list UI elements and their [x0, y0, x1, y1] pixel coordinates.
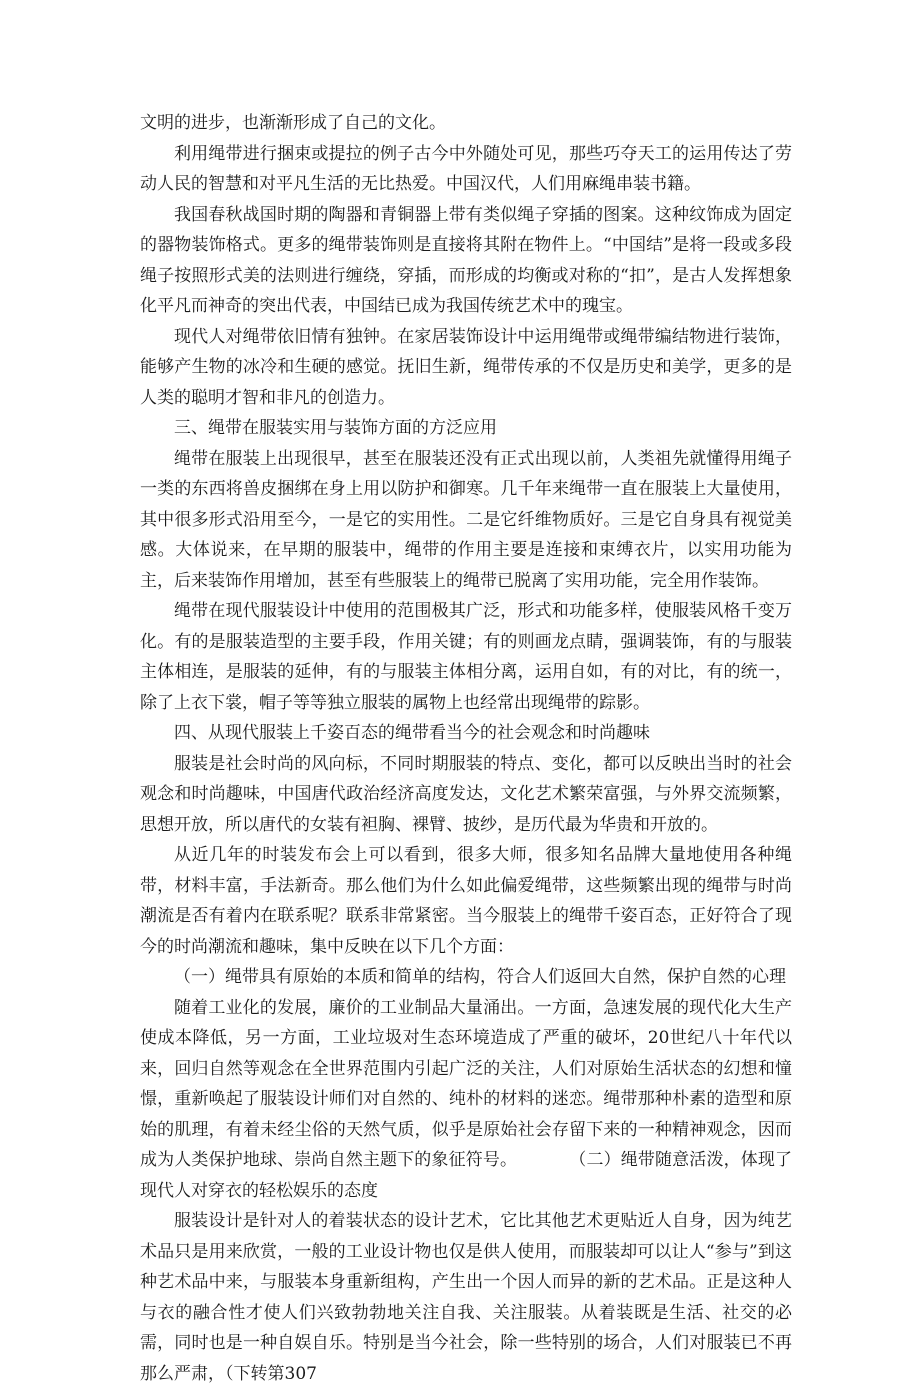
section-heading-four: 四、从现代服装上千姿百态的绳带看当今的社会观念和时尚趣味 [174, 723, 650, 743]
paragraph-fashion-shows: 从近几年的时装发布会上可以看到，很多大师，很多知名品牌大量地使用各种绳带，材料丰富，手法新奇。那么他们为什么如此偏爱绳带，这些频繁出现的绳带与时尚潮流是否有着内在联系呢？联系非常紧密。当今服装上的绳带千姿百态，正好符合了现今的时尚潮流和趣味，集中反映在以下几个方面： [140, 845, 792, 957]
subheading-one: （一）绳带具有原始的本质和简单的结构，符合人们返回大自然，保护自然的心理 [174, 967, 786, 987]
paragraph-fashion-indicator: 服装是社会时尚的风向标，不同时期服装的特点、变化，都可以反映出当时的社会观念和时尚趣味，中国唐代政治经济高度发达，文化艺术繁荣富强，与外界交流频繁，思想开放，所以唐代的女装有袒胸、裸臂、披纱，是历代最为华贵和开放的。 [140, 753, 792, 835]
subheading-two: （二）绳带随意活泼，体现了现代人对穿衣的轻松娱乐的态度 [140, 1150, 793, 1201]
paragraph-industrialization [140, 993, 792, 1207]
paragraph-early-clothing: 绳带在服装上出现很早，甚至在服装还没有正式出现以前，人类祖先就懂得用绳子一类的东西将兽皮捆绑在身上用以防护和御寒。几千年来绳带一直在服装上大量使用，其中很多形式沿用至今，一是它的实用性。二是它纤维物质好。三是它自身具有视觉美感。大体说来，在早期的服装中，绳带的作用主要是连接和束缚衣片，以实用功能为主，后来装饰作用增加，甚至有些服装上的绳带已脱离了实用功能，完全用作装饰。 [140, 448, 792, 591]
paragraph-modern-decor: 现代人对绳带依旧情有独钟。在家居装饰设计中运用绳带或绳带编结物进行装饰，能够产生物的冰冷和生硬的感觉。抚旧生新，绳带传承的不仅是历史和美学，更多的是人类的聪明才智和非凡的创造力。 [140, 326, 792, 408]
paragraph-design-art: 服装设计是针对人的着装状态的设计艺术，它比其他艺术更贴近人自身，因为纯艺术品只是用来欣赏，一般的工业设计物也仅是供人使用，而服装却可以让人“参与”到这种艺术品中来，与服装本身重新组构，产生出一个因人而异的新的艺术品。正是这种人与衣的融合性才使人们兴致勃勃地关注自我、关注服装。从着装既是生活、社交的必需，同时也是一种自娱自乐。特别是当今社会，除一些特别的场合，人们对服装已不再那么严肃，（下转第307 [140, 1211, 792, 1384]
document-body [140, 108, 792, 1389]
paragraph-industrialization-text: 随着工业化的发展，廉价的工业制品大量涌出。一方面，急速发展的现代化大生产使成本降低，另一方面，工业垃圾对生态环境造成了严重的破坏，20世纪八十年代以来，回归自然等观念在全世界范围内引起广泛的关注，人们对原始生活状态的幻想和憧憬，重新唤起了服装设计师们对自然的、纯朴的材料的迷恋。绳带那种朴素的造型和原始的肌理，有着未经尘俗的天然气质，似乎是原始社会存留下来的一种精神观念，因而成为人类保护地球、崇尚自然主题下的象征符号。 [140, 997, 792, 1170]
paragraph-modern-design: 绳带在现代服装设计中使用的范围极其广泛，形式和功能多样，使服装风格千变万化。有的是服装造型的主要手段，作用关键；有的则画龙点睛，强调装饰，有的与服装主体相连，是服装的延伸，有的与服装主体相分离，运用自如，有的对比，有的统一，除了上衣下裳，帽子等等独立服装的属物上也经常出现绳带的踪影。 [140, 601, 792, 713]
paragraph-rope-usage: 利用绳带进行捆束或提拉的例子古今中外随处可见，那些巧夺天工的运用传达了劳动人民的智慧和对平凡生活的无比热爱。中国汉代，人们用麻绳串装书籍。 [140, 143, 792, 194]
paragraph-continuation: 文明的进步，也渐渐形成了自己的文化。 [140, 113, 446, 133]
section-heading-three: 三、绳带在服装实用与装饰方面的方泛应用 [174, 418, 497, 438]
paragraph-chinese-knot: 我国春秋战国时期的陶器和青铜器上带有类似绳子穿插的图案。这种纹饰成为固定的器物装饰格式。更多的绳带装饰则是直接将其附在物件上。“中国结”是将一段或多段绳子按照形式美的法则进行缠绕，穿插，而形成的均衡或对称的“扣”，是古人发挥想象化平凡而神奇的突出代表，中国结已成为我国传统艺术中的瑰宝。 [140, 204, 792, 316]
